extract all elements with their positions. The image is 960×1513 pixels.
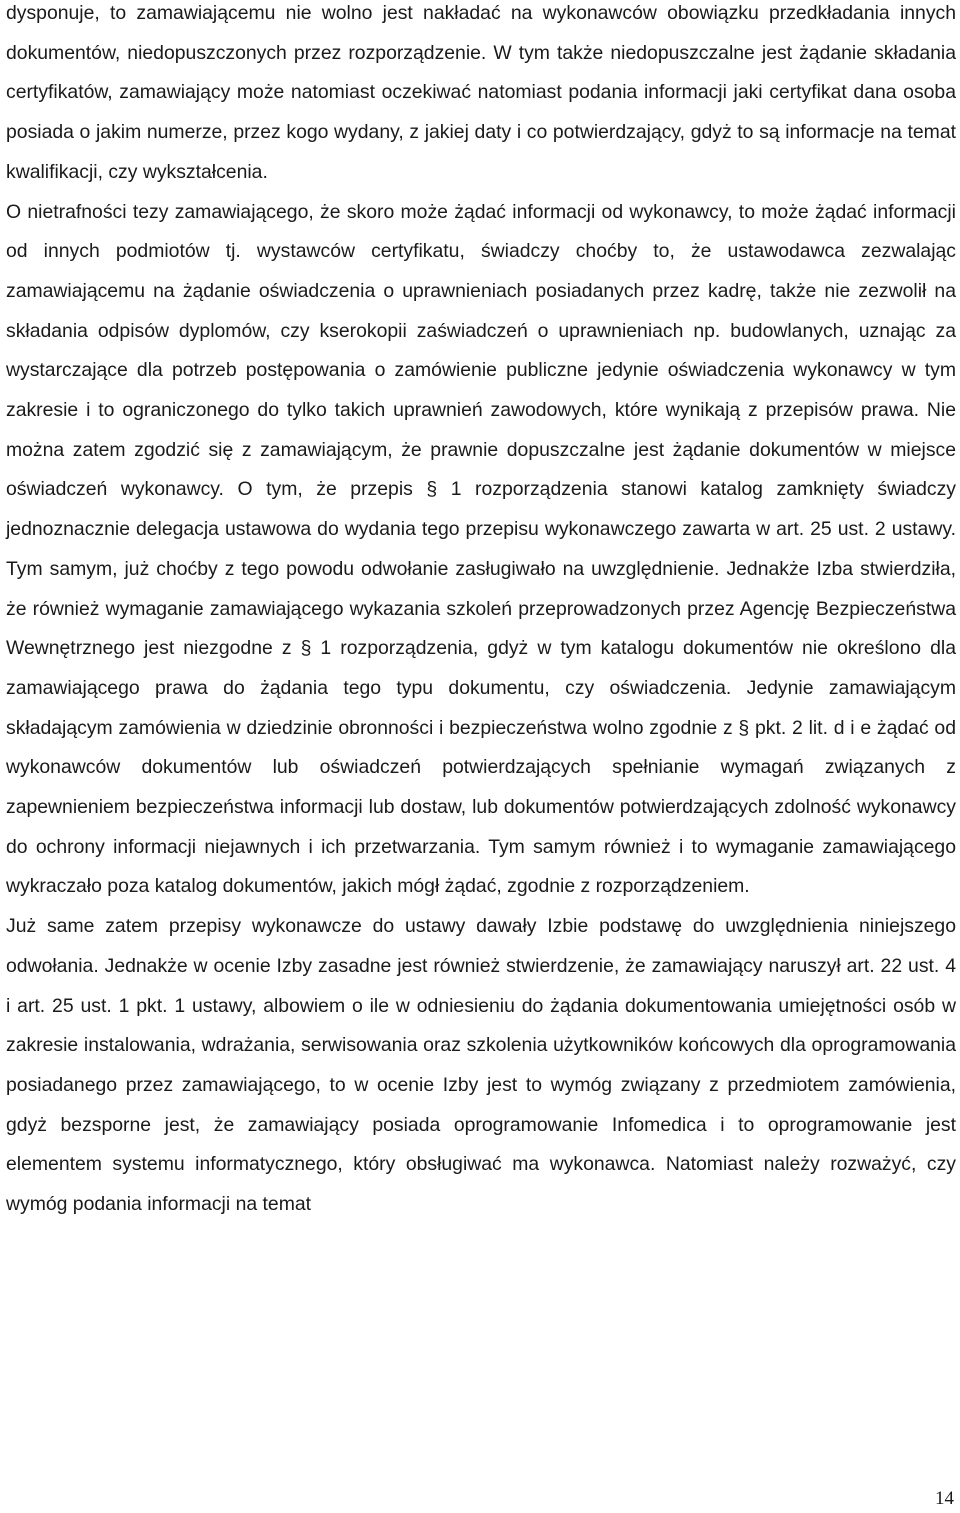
paragraph-2: O nietrafności tezy zamawiającego, że skoro może żądać informacji od wykonawcy, to może żądać informacji od innych podmiotów tj. wystawców certyfikatu, świadczy choćby to, że ustawodawca zezwalając zamawiającemu na żądanie oświadczenia o uprawnieniach posiadanych przez kadrę, także nie zezwolił na składania odpisów dyplomów, czy kserokopii zaświadczeń o uprawnieniach np. budowlanych, uznając za wystarczające dla potrzeb postępowania o zamówienie publiczne jedynie oświadczenia wykonawcy w tym zakresie i to ograniczonego do tylko takich uprawnień zawodowych, które wynikają z przepisów prawa. Nie można zatem zgodzić się z zamawiającym, że prawnie dopuszczalne jest żądanie dokumentów w miejsce oświadczeń wykonawcy. O tym, że przepis § 1 rozporządzenia stanowi katalog zamknięty świadczy jednoznacznie delegacja ustawowa do wydania tego przepisu wykonawczego zawarta w art. 25 ust. 2 ustawy. Tym samym, już choćby z tego powodu odwołanie zasługiwało na uwzględnienie. Jednakże Izba stwierdziła, że również wymaganie zamawiającego wykazania szkoleń przeprowadzonych przez Agencję Bezpieczeństwa Wewnętrznego jest niezgodne z § 1 rozporządzenia, gdyż w tym katalogu dokumentów nie określono dla zamawiającego prawa do żądania tego typu dokumentu, czy oświadczenia. Jedynie zamawiającym składającym zamówienia w dziedzinie obronności i bezpieczeństwa wolno zgodnie z § pkt. 2 lit. d i e żądać od wykonawców dokumentów lub oświadczeń potwierdzających spełnianie wymagań związanych z zapewnieniem bezpieczeństwa informacji lub dostaw, lub dokumentów potwierdzających zdolność wykonawcy do ochrony informacji niejawnych i ich przetwarzania. Tym samym również i to wymaganie zamawiającego wykraczało poza katalog dokumentów, jakich mógł żądać, zgodnie z rozporządzeniem. <box>6 200 956 898</box>
paragraph-3: Już same zatem przepisy wykonawcze do ustawy dawały Izbie podstawę do uwzględnienia niniejszego odwołania. Jednakże w ocenie Izby zasadne jest również stwierdzenie, że zamawiający naruszył art. 22 ust. 4 i art. 25 ust. 1 pkt. 1 ustawy, albowiem o ile w odniesieniu do żądania dokumentowania umiejętności osób w zakresie instalowania, wdrażania, serwisowania oraz szkolenia użytkowników końcowych dla oprogramowania posiadanego przez zamawiającego, to w ocenie Izby jest to wymóg związany z przedmiotem zamówienia, gdyż bezsporne jest, że zamawiający posiada oprogramowanie Infomedica i to oprogramowanie jest elementem systemu informatycznego, który obsługiwać ma wykonawca. Natomiast należy rozważyć, czy wymóg podania informacji na temat <box>6 915 956 1216</box>
page-number: 14 <box>935 1488 954 1509</box>
document-body <box>6 0 956 1225</box>
paragraph-1: dysponuje, to zamawiającemu nie wolno jest nakładać na wykonawców obowiązku przedkładania innych dokumentów, niedopuszczonych przez rozporządzenie. W tym także niedopuszczalne jest żądanie składania certyfikatów, zamawiający może natomiast oczekiwać natomiast podania informacji jaki certyfikat dana osoba posiada o jakim numerze, przez kogo wydany, z jakiej daty i co potwierdzający, gdyż to są informacje na temat kwalifikacji, czy wykształcenia. <box>6 2 956 183</box>
